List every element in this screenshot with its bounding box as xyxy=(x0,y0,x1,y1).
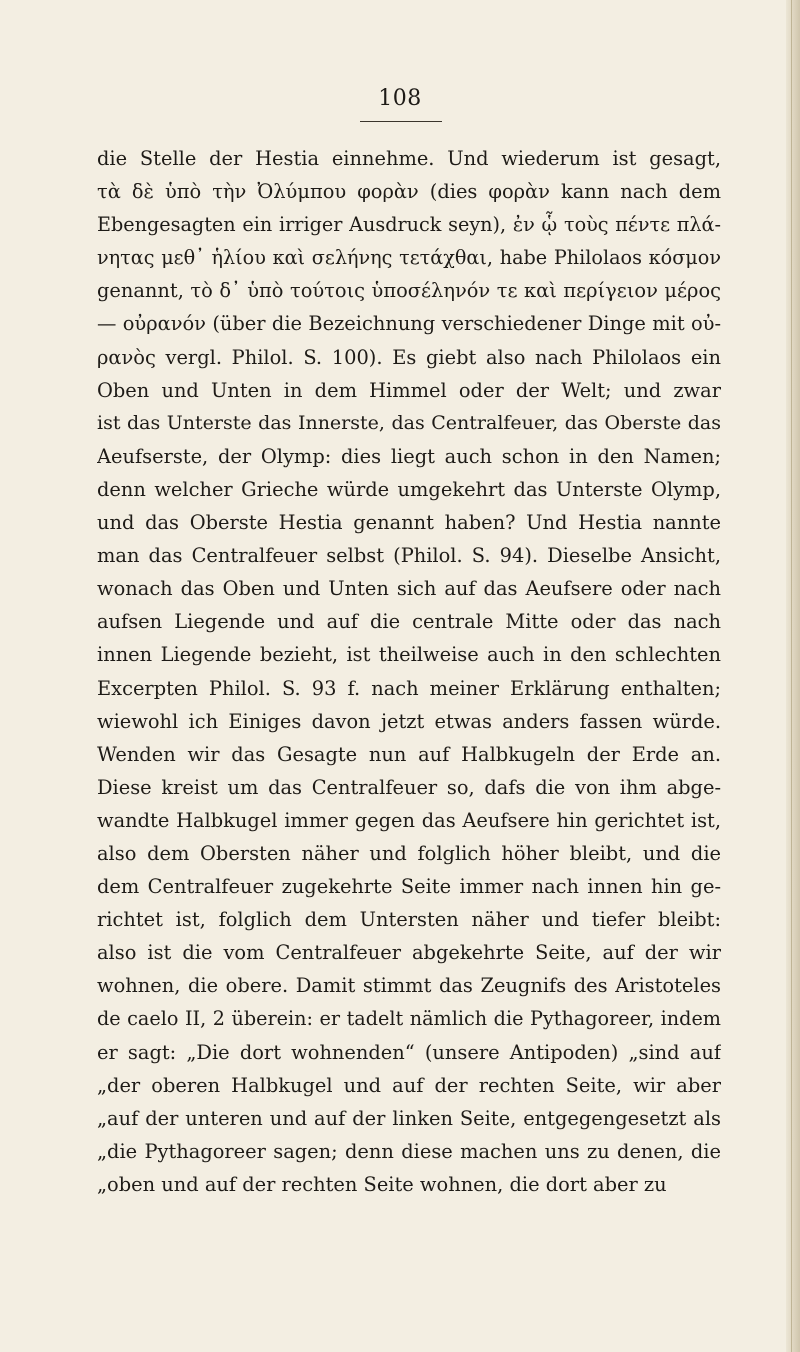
text-line: „oben und auf der rechten Seite wohnen, die dort aber zu xyxy=(97,1172,667,1196)
text-line: de caelo II, 2 überein: er tadelt nämlich die Pythagoreer, indem xyxy=(97,1007,721,1031)
text-line: also dem Obersten näher und folglich höher bleibt, und die xyxy=(97,841,721,865)
page-edge-shadow xyxy=(786,0,800,1352)
text-line: „die Pythagoreer sagen; denn diese machen uns zu denen, die xyxy=(97,1139,721,1163)
text-line: „der oberen Halbkugel und auf der rechten Seite, wir aber xyxy=(97,1073,721,1097)
text-line: aufsen Liegende und auf die centrale Mitte oder das nach xyxy=(97,610,721,634)
header-rule xyxy=(360,121,442,122)
text-line: νητας μεθ᾽ ἡλίου καὶ σελήνης τετάχθαι, habe Philolaos κόσμον xyxy=(97,246,721,270)
text-line: dem Centralfeuer zugekehrte Seite immer nach innen hin ge- xyxy=(97,875,721,899)
body-text xyxy=(97,142,721,1201)
text-line: Ebengesagten ein irriger Ausdruck seyn), ἐν ᾧ τοὺς πέντε πλά- xyxy=(97,213,721,237)
text-line: wiewohl ich Einiges davon jetzt etwas anders fassen würde. xyxy=(97,709,721,733)
text-line: ρανὸς vergl. Philol. S. 100). Es giebt also nach Philolaos ein xyxy=(97,345,721,369)
text-line: τὰ δὲ ὑπὸ τὴν Ὀλύμπου φορὰν (dies φορὰν kann nach dem xyxy=(97,180,721,204)
text-line: Excerpten Philol. S. 93 f. nach meiner Erklärung enthalten; xyxy=(97,676,721,700)
text-line: also ist die vom Centralfeuer abgekehrte Seite, auf der wir xyxy=(97,941,721,965)
text-line: Wenden wir das Gesagte nun auf Halbkugeln der Erde an. xyxy=(97,742,721,766)
text-line: er sagt: „Die dort wohnenden“ (unsere Antipoden) „sind auf xyxy=(97,1040,721,1064)
text-line: die Stelle der Hestia einnehme. Und wiederum ist gesagt, xyxy=(97,147,721,170)
text-line: Aeufserste, der Olymp: dies liegt auch schon in den Namen; xyxy=(97,444,721,468)
text-line: richtet ist, folglich dem Untersten näher und tiefer bleibt: xyxy=(97,908,721,932)
text-line: und das Oberste Hestia genannt haben? Und Hestia nannte xyxy=(97,511,721,535)
text-line: wandte Halbkugel immer gegen das Aeufsere hin gerichtet ist, xyxy=(97,808,721,832)
text-line: ist das Unterste das Innerste, das Centralfeuer, das Oberste das xyxy=(97,411,721,434)
text-line: — οὐρανόν (über die Bezeichnung verschiedener Dinge mit οὐ- xyxy=(97,312,721,336)
page-number: 108 xyxy=(378,86,422,111)
text-line: innen Liegende bezieht, ist theilweise auch in den schlechten xyxy=(97,643,721,667)
text-line: denn welcher Grieche würde umgekehrt das Unterste Olymp, xyxy=(97,477,721,501)
text-line: man das Centralfeuer selbst (Philol. S. 94). Dieselbe Ansicht, xyxy=(97,544,721,568)
text-line: Diese kreist um das Centralfeuer so, dafs die von ihm abge- xyxy=(97,775,721,799)
text-line: genannt, τὸ δ᾽ ὑπὸ τούτοις ὑποσέληνόν τε καὶ περίγειον μέρος xyxy=(97,279,721,303)
text-line: „auf der unteren und auf der linken Seite, entgegengesetzt als xyxy=(97,1106,721,1130)
text-line: wohnen, die obere. Damit stimmt das Zeugnifs des Aristoteles xyxy=(97,974,721,998)
text-line: wonach das Oben und Unten sich auf das Aeufsere oder nach xyxy=(97,577,721,601)
text-line: Oben und Unten in dem Himmel oder der Welt; und zwar xyxy=(97,378,721,402)
